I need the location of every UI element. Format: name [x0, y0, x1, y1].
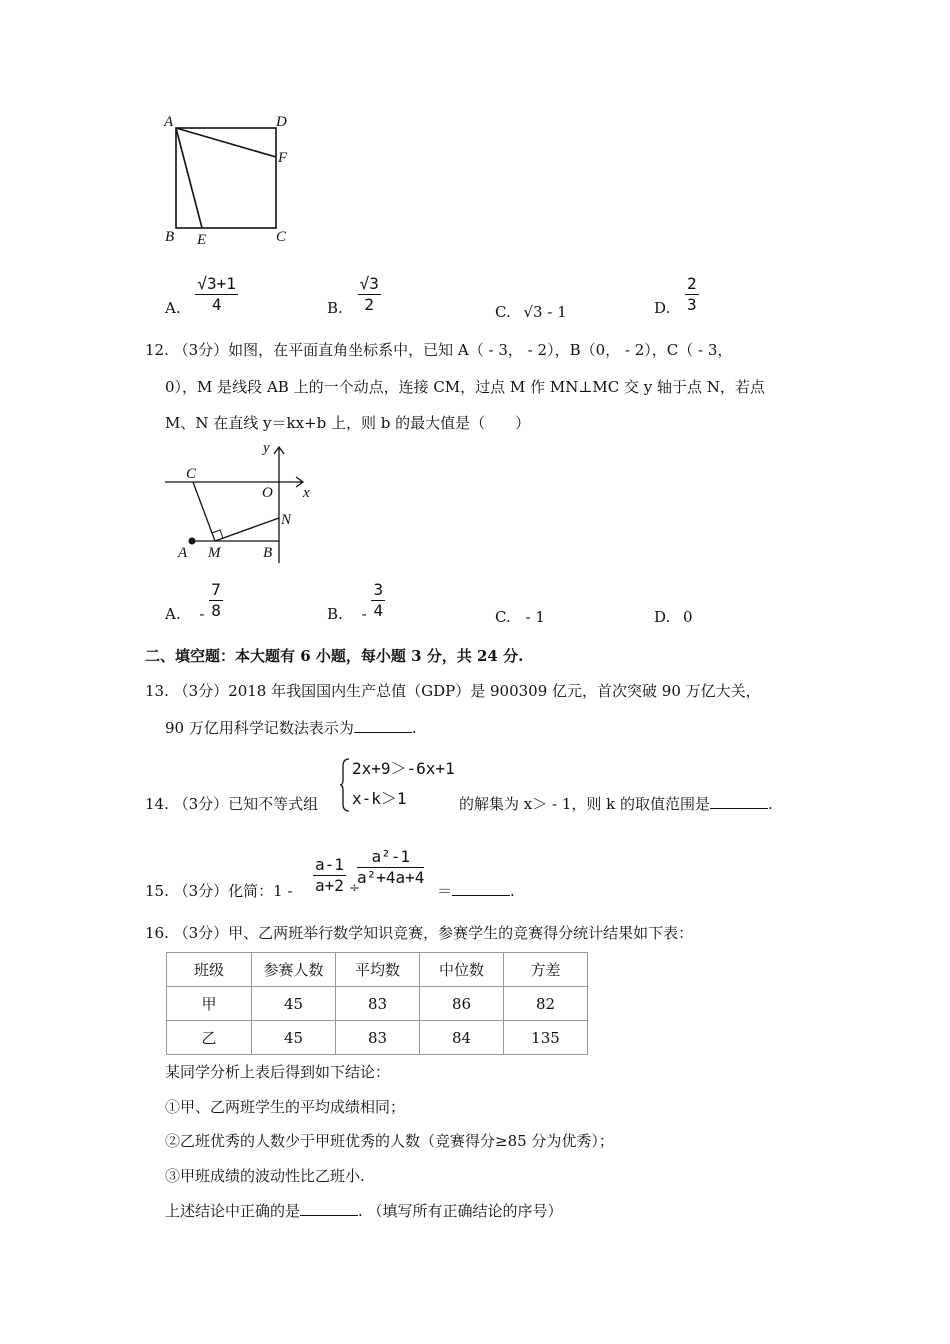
svg-text:N: N — [281, 512, 292, 528]
answer-blank[interactable] — [300, 1201, 358, 1216]
conclusion-3: ③甲班成绩的波动性比乙班小. — [165, 1167, 365, 1185]
q12-option-d[interactable]: D. 0 — [654, 608, 693, 626]
stats-table — [166, 952, 588, 1055]
q15-suffix: ＝ . — [437, 882, 515, 900]
square-abcd-figure — [150, 105, 310, 250]
q11-option-a[interactable]: A. $\frac{√3+1}{4}$ — [165, 274, 236, 317]
fraction: $\frac{√3}{2}$ — [359, 274, 379, 314]
svg-text:E: E — [197, 232, 207, 248]
q12-line-1: 12. （3分）如图，在平面直角坐标系中，已知 A（ - 3， - 2），B（0， - 2），C（ - 3， — [145, 341, 733, 359]
q12-option-c[interactable]: C. - 1 — [495, 608, 545, 626]
answer-blank[interactable] — [452, 881, 510, 896]
svg-text:B: B — [263, 545, 273, 561]
fraction-1: $\frac{a-1}{a+2}$ — [315, 855, 344, 895]
table-header-row: 班级 参赛人数 平均数 中位数 方差 — [167, 953, 588, 987]
svg-text:B: B — [165, 229, 175, 245]
table-row: 乙 45 83 84 135 — [167, 1021, 588, 1055]
q12-option-a[interactable]: A. - $\frac{7}{8}$ — [165, 580, 221, 623]
fraction: $\frac{3}{4}$ — [373, 580, 384, 620]
q12-line-3: M、N 在直线 y＝kx+b 上，则 b 的最大值是（ ） — [165, 414, 531, 432]
analysis-intro: 某同学分析上表后得到如下结论： — [165, 1063, 391, 1081]
q13-line-1: 13. （3分）2018 年我国国内生产总值（GDP）是 900309 亿元，首次突破 90 万亿大关， — [145, 682, 761, 700]
left-brace-icon — [340, 758, 350, 812]
svg-text:F: F — [278, 150, 288, 166]
table-row: 甲 45 83 86 82 — [167, 987, 588, 1021]
svg-text:x: x — [303, 485, 310, 501]
q11-option-d[interactable]: D. $\frac{2}{3}$ — [654, 274, 697, 317]
section-heading: 二、填空题：本大题有 6 小题，每小题 3 分，共 24 分. — [145, 647, 524, 665]
svg-text:M: M — [208, 545, 221, 561]
svg-text:D: D — [276, 114, 287, 130]
coordinate-figure — [155, 435, 335, 570]
q14-suffix: 的解集为 x＞ - 1，则 k 的取值范围是 . — [459, 795, 773, 813]
q12-option-b[interactable]: B. - $\frac{3}{4}$ — [327, 580, 384, 623]
q14-prefix: 14. （3分）已知不等式组 — [145, 795, 319, 813]
answer-blank[interactable] — [354, 718, 412, 733]
q13-line-2: 90 万亿用科学记数法表示为 . — [165, 719, 417, 737]
fraction: $\frac{7}{8}$ — [211, 580, 221, 620]
svg-text:A: A — [164, 114, 174, 130]
q15-prefix: 15. （3分）化简：1 - — [145, 882, 293, 900]
svg-text:C: C — [186, 466, 197, 482]
fraction: $\frac{2}{3}$ — [687, 274, 697, 314]
svg-text:C: C — [276, 229, 287, 245]
q16-final: 上述结论中正确的是 . （填写所有正确结论的序号） — [165, 1202, 563, 1220]
answer-blank[interactable] — [710, 794, 768, 809]
q16-line-1: 16. （3分）甲、乙两班举行数学知识竞赛，参赛学生的竞赛得分统计结果如下表： — [145, 924, 694, 942]
q11-option-b[interactable]: B. $\frac{√3}{2}$ — [327, 274, 379, 317]
conclusion-1: ①甲、乙两班学生的平均成绩相同； — [165, 1098, 406, 1116]
svg-text:A: A — [178, 545, 188, 561]
divide-sign: ÷ — [349, 881, 360, 896]
svg-text:y: y — [263, 440, 270, 456]
fraction: $\frac{√3+1}{4}$ — [197, 274, 236, 314]
q12-line-2: 0），M 是线段 AB 上的一个动点，连接 CM，过点 M 作 MN⊥MC 交 y 轴于点 N，若点 — [165, 378, 765, 396]
svg-text:O: O — [262, 485, 273, 501]
conclusion-2: ②乙班优秀的人数少于甲班优秀的人数（竞赛得分≥85 分为优秀）； — [165, 1132, 614, 1150]
fraction-2: $\frac{\text{a²-1}}{\text{a²+4a+4}}$ — [357, 847, 425, 887]
q11-option-c[interactable]: C. √3 - 1 — [495, 303, 567, 321]
